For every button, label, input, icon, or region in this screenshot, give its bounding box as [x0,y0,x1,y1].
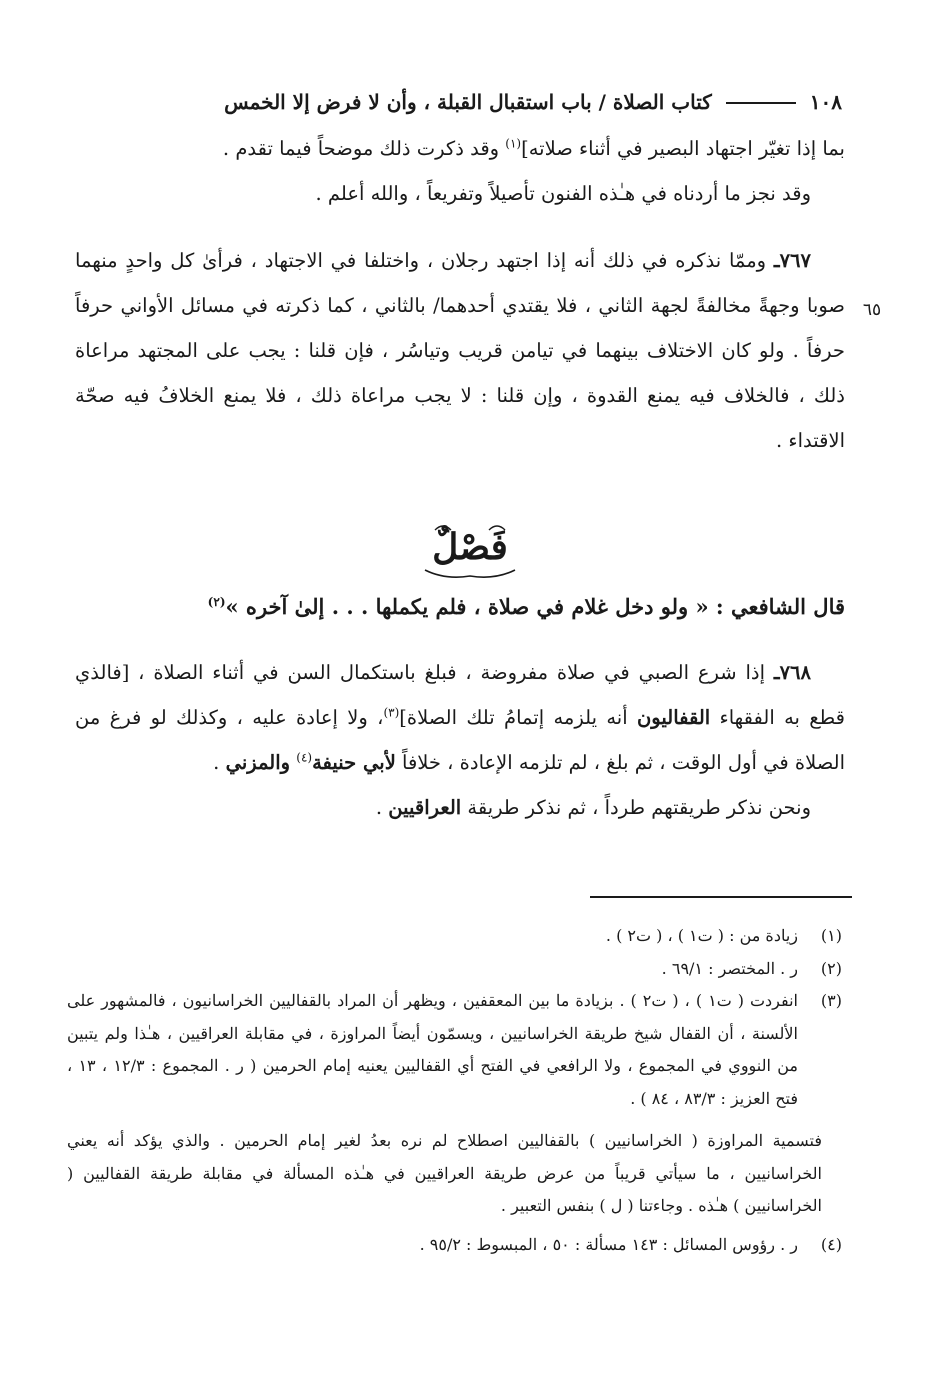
footnote-ref-3[interactable]: (٣) [383,705,400,720]
paragraph-number: ٧٦٨ـ [773,661,811,684]
header-rule [726,102,796,104]
footnote-separator [590,896,852,898]
header-title: كتاب الصلاة / باب استقبال القبلة ، وأن لا فرض إلا الخمس [224,90,712,114]
page-number: ١٠٨ [809,90,842,114]
footnotes [67,920,842,1261]
footnote-ref-4[interactable]: (٤) [296,750,313,765]
footnote-1: (١) زيادة من : ( ت١ ) ، ( ت٢ ) . [605,926,842,945]
intro-block [75,126,845,216]
manuscript-folio-number: ٦٥ [862,300,882,320]
footnote-2: (٢) ر . المختصر : ٦٩/١ . [661,958,842,978]
section-heading-ornament [415,518,525,584]
paragraph-text: وممّا نذكره في ذلك أنه إذا اجتهد رجلان ، واختلفا في الاجتهاد ، فرأىٰ كل واحدٍ منهما صوبا وجهةً مخالفةً لجهة الثاني ، فلا يقتدي أحدهما/ بالثاني ، كما ذكرته في مسائل الأواني حرفاً حرفاً . ولو كان الاختلاف بينهما في تيامن قريب وتياسُر ، فإن قلنا : يجب على المجتهد مراعاة ذلك ، فالخلاف فيه يمنع القدوة ، وإن قلنا : لا يجب مراعاة ذلك ، فلا يمنع الخلافُ فيه صحّة الاقتداء . [75,249,845,452]
footnote-ref-1[interactable]: (١) [505,136,522,151]
section-heading: فَصْلٌ [432,526,508,568]
paragraph-768: ٧٦٨ـ إذا شرع الصبي في صلاة مفروضة ، فبلغ باستكمال السن في أثناء الصلاة ، [فالذي قطع به الفقهاء القفاليون أنه يلزمه إتمامُ تلك الصلاة]$^{(٣)}$، ولا إعادة عليه ، وكذلك لو فرغ من الصلاة في أول الوقت ، ثم بلغ ، لم تلزمه الإعادة ، خلافاً لأبي حنيفة$^{(٤)}$ والمزني . ونحن نذكر طريقتهم طرداً ، ثم نذكر طريقة العراقيين . [75,650,845,830]
paragraph-767 [75,238,845,463]
intro-line-1: بما إذا تغيّر اجتهاد البصير في أثناء صلاته]$^{(١)}$ وقد ذكرت ذلك موضحاً فيما تقدم . [222,136,845,160]
intro-line-2: وقد نجز ما أردناه في هـٰذه الفنون تأصيلاً وتفريعاً ، والله أعلم . [315,182,811,205]
footnote-ref-2[interactable]: (٢) [207,595,226,609]
running-header [72,84,842,120]
footnote-4: (٤) ر . رؤوس المسائل : ١٤٣ مسألة : ٥٠ ، المبسوط : ٩٥/٢ . [419,1234,842,1254]
shafii-quote: قال الشافعي : « ولو دخل غلام في صلاة ، فلم يكملها . . . إلىٰ آخره »$^{(٢)}$ [207,594,845,619]
paragraph-number: ٧٦٧ـ [773,249,811,272]
footnote-3-continuation: فتسمية المراوزة ( الخراسانيين ) بالقفاليين اصطلاح لم نره بعدُ لغير إمام الحرمين . والذي يؤكد أنه يعني الخراسانيين ، ما سيأتي قريباً من عرض طريقة العراقيين في هـٰذه المسألة في مقابلة طريقة القفاليين ( الخراسانيين ) هـٰذه . وجاءتنا ( ل ) بنفس التعبير . [67,1131,822,1215]
footnote-3: (٣) انفردت ( ت١ ) ، ( ت٢ ) . بزيادة ما بين المعقفين ، ويظهر أن المراد بالقفاليين الخراسانيون ، فالمشهور على الألسنة ، أن القفال شيخ طريقة الخراسانيين ، ويسمّون أيضاً المراوزة ، في مقابلة العراقيين ، هـٰذا ولم يتبين من النووي في المجموع ، ولا الرافعي في الفتح أي القفاليين يعنيه إمام الحرمين ( ر . المجموع : ١٢/٣ ، ١٣ ، فتح العزيز : ٨٣/٣ ، ٨٤ ) . [67,991,842,1108]
paragraph-768-last-line: ونحن نذكر طريقتهم طرداً ، ثم نذكر طريقة العراقيين . [375,796,811,819]
